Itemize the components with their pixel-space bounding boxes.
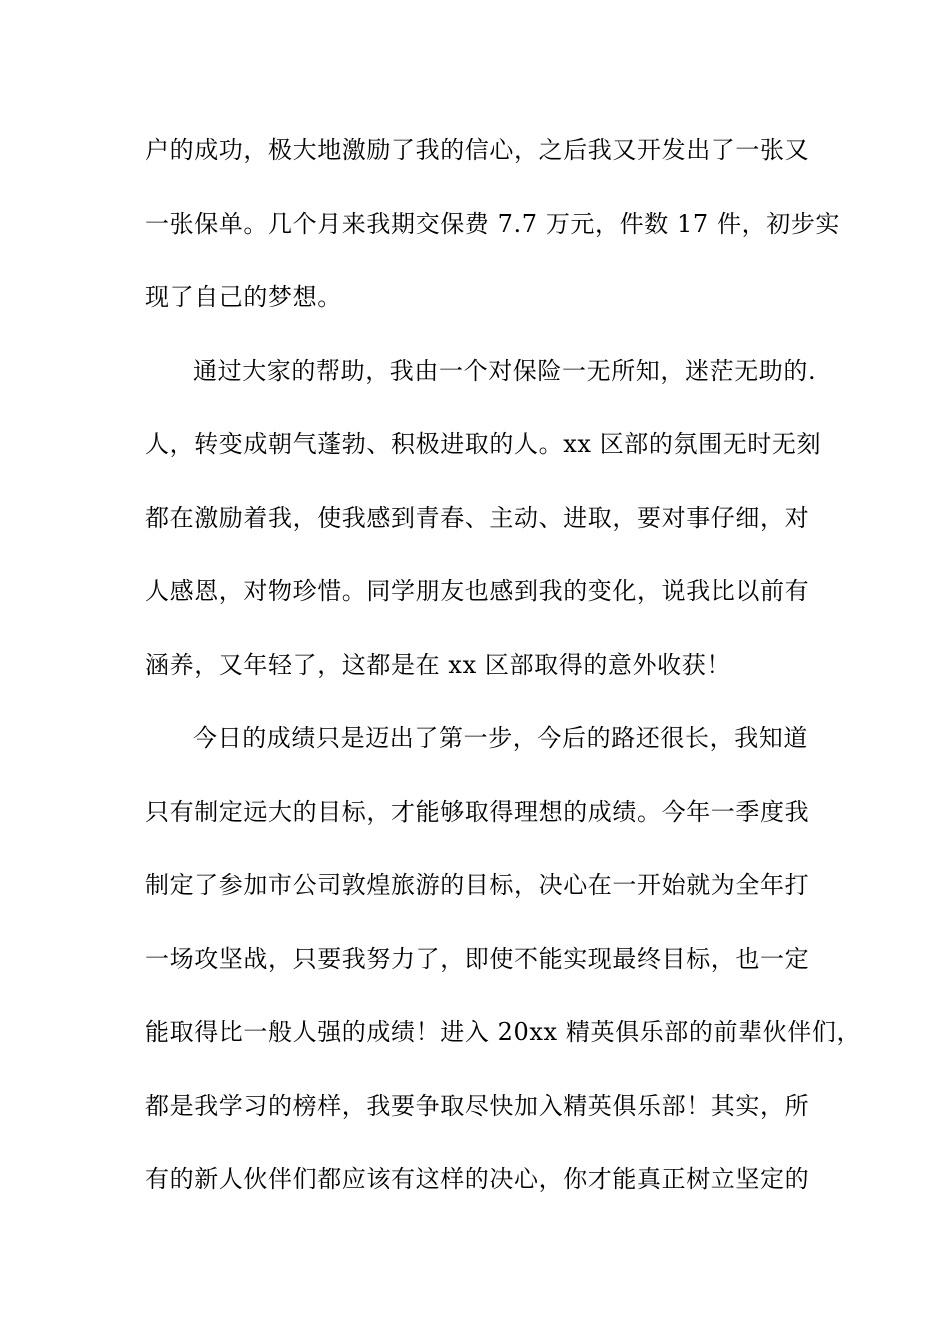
text-line: 都在激励着我，使我感到青春、主动、进取，要对事仔细，对 — [145, 503, 810, 532]
text-line: 现了自己的梦想。 — [145, 283, 342, 311]
text-line: 通过大家的帮助，我由一个对保险一无所知，迷茫无助的. — [193, 356, 817, 385]
text-line: 人，转变成朝气蓬勃、积极进取的人。xx 区部的氛围无时无刻 — [145, 430, 822, 458]
body-text — [145, 128, 862, 1231]
text-line: 都是我学习的榜样，我要争取尽快加入精英俱乐部！其实，所 — [145, 1091, 810, 1120]
text-line: 制定了参加市公司敦煌旅游的目标，决心在一开始就为全年打 — [145, 871, 810, 899]
text-line: 户的成功，极大地激励了我的信心，之后我又开发出了一张又 — [145, 136, 810, 164]
text-line: 能取得比一般人强的成绩！进入 20xx 精英俱乐部的前辈伙伴们， — [145, 1018, 862, 1046]
text-line: 人感恩，对物珍惜。同学朋友也感到我的变化，说我比以前有 — [145, 577, 810, 605]
text-line: 涵养，又年轻了，这都是在 xx 区部取得的意外收获！ — [145, 650, 731, 679]
text-line: 今日的成绩只是迈出了第一步，今后的路还很长，我知道 — [193, 724, 808, 752]
text-line: 一张保单。几个月来我期交保费 7.7 万元，件数 17 件，初步实 — [145, 209, 841, 238]
text-line: 只有制定远大的目标，才能够取得理想的成绩。今年一季度我 — [145, 797, 810, 826]
text-line: 有的新人伙伴们都应该有这样的决心，你才能真正树立坚定的 — [145, 1165, 810, 1193]
text-line: 一场攻坚战，只要我努力了，即使不能实现最终目标，也一定 — [145, 944, 810, 973]
